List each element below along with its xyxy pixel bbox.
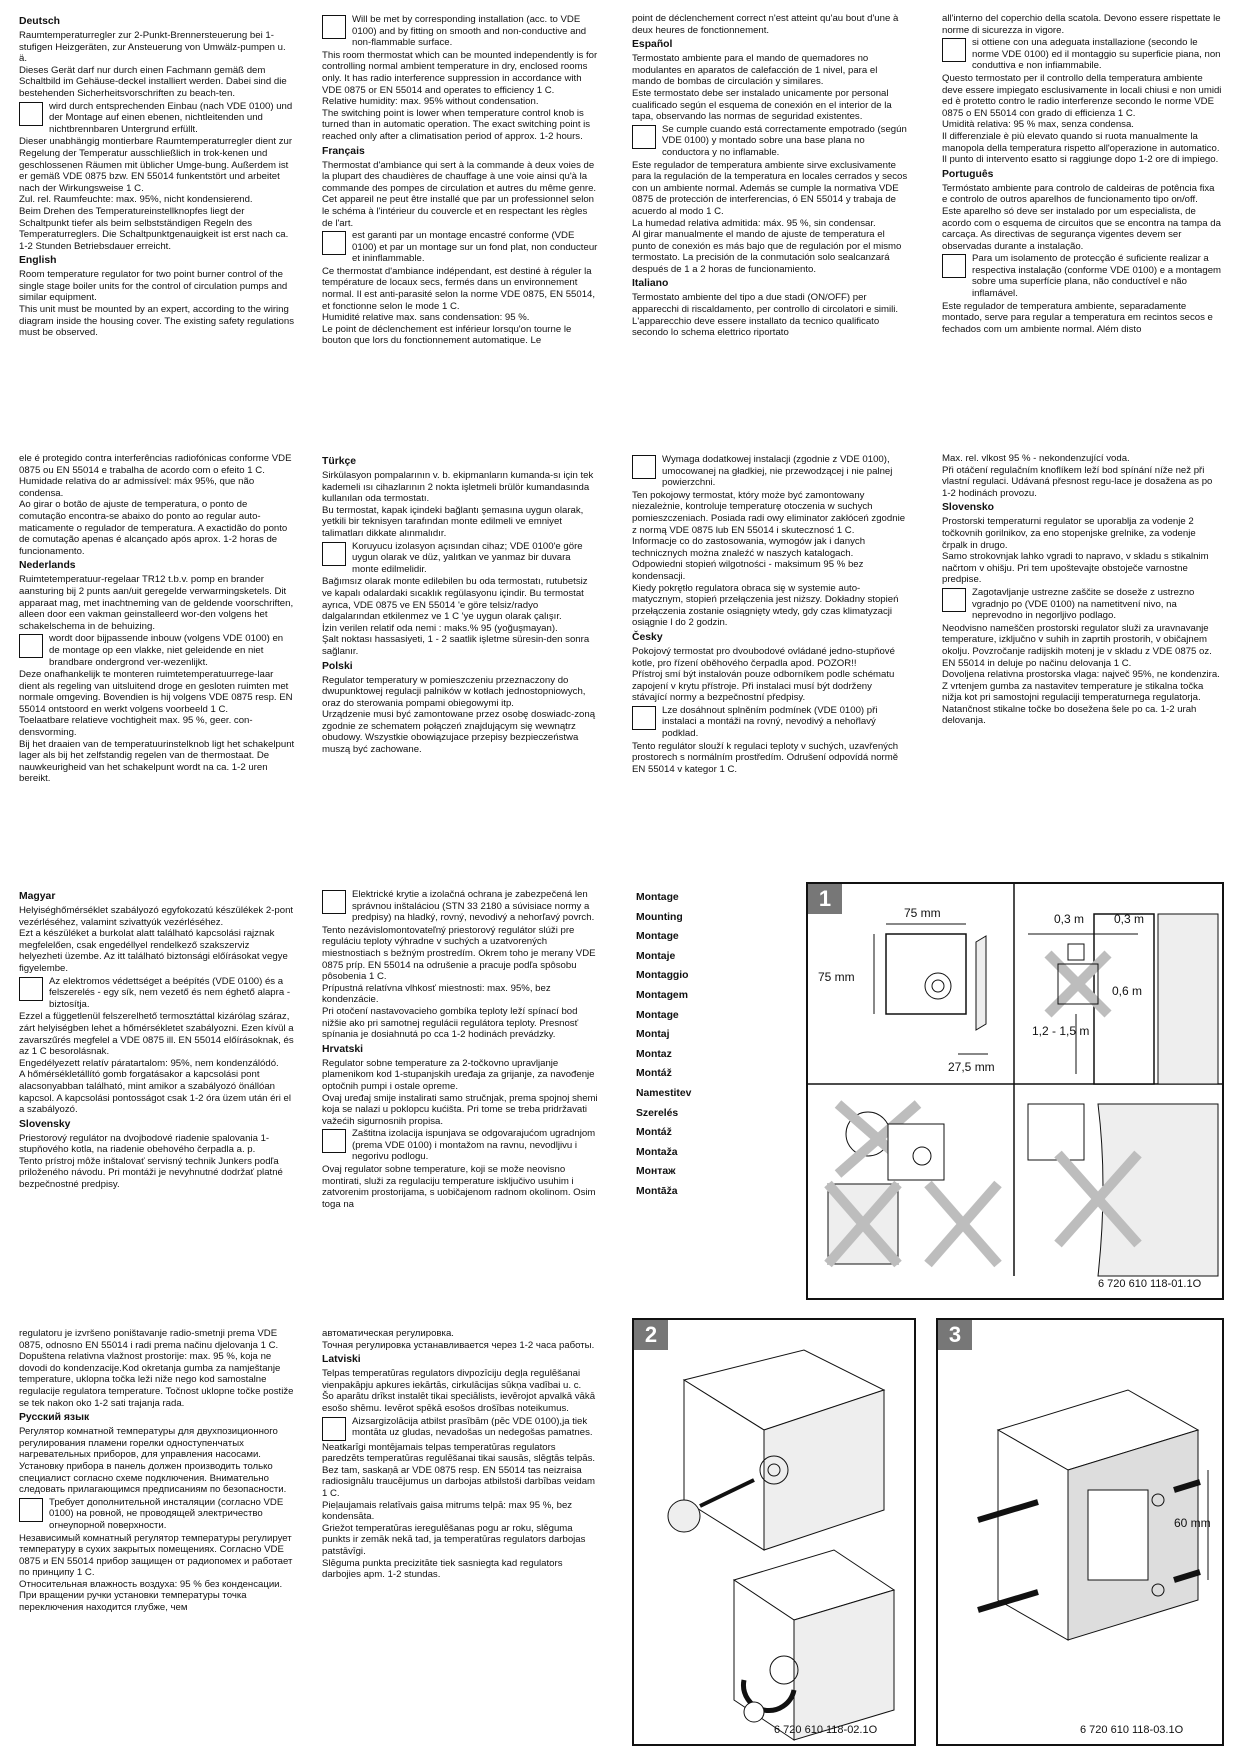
protection-class-square-icon — [322, 231, 346, 255]
insulation-note-text: Требует дополнительной инсталяции (согласно VDE 0100) на ровной, не проводящей электричество огнеупорной поверхности. — [49, 1496, 284, 1531]
montage-label: Montage — [636, 1009, 679, 1021]
figure-2-code: 6 720 610 118-02.1O — [774, 1724, 878, 1736]
insulation-note — [632, 705, 908, 740]
paragraph: Bağımsız olarak monte edilebilen bu oda termostatı, rutubetsiz ve kapalı odalardaki sıcaklık regülasyonu içindir. Bu termostat ayrıca, VDE 0875 ve EN 55014 'e göre telsiz/radyo dalgalarından etkilenmez ve 1 C 'ye uygun olarak çalışır. — [322, 576, 588, 623]
dim-0-3-right: 0,3 m — [1114, 912, 1145, 926]
protection-class-square-icon — [322, 542, 346, 566]
insulation-note-text: Elektrické krytie a izolačná ochrana je zabezpečená len správnou inštaláciou (STN 33 2180 a súvisiace normy a predpisy) na hladký, rovný, nevodivý a nehorľavý povrch. — [352, 889, 595, 924]
insulation-note-text: Az elektromos védettséget a beépítés (VDE 0100) és a felszerelés - egy sík, nem vezető és nem éghető alapra - biztosítja. — [49, 975, 291, 1010]
paragraph: Tento prístroj môže inštalovať servisný technik Junkers podľa priloženého návodu. Pri montáži je nevyhnutné dodržať platné bezpečnostné predpisy. — [19, 1155, 283, 1191]
paragraph: Ten pokojowy termostat, który może być zamontowany niezależnie, kontroluje temperaturę otoczenia w suchych pomieszczeniach. Posiada radi owy eliminator zakłóceń zgodnie z normą VDE 0875 lub EN 55014 i skutecznosć 1 C. — [632, 489, 906, 536]
paragraph: Přístroj smí být instalován pouze odborníkem podle schématu zapojení v krytu přístroje. Při instalaci musí být dodrženy stávající normy a bezpečnostní předpisy. — [632, 669, 895, 704]
row1-col3 — [632, 13, 908, 395]
section-heading: Deutsch — [19, 16, 60, 27]
paragraph: Šo aparātu drīkst instalēt tikai speciālists, ievērojot apvalkā vākā esošo shēmu. Ievērot spēkā esošos drošības noteikumus. — [322, 1391, 596, 1414]
paragraph: This unit must be mounted by an expert, according to the wiring diagram inside the housing cover. The existing safety regulations must be observed. — [19, 304, 295, 339]
paragraph: Termostato ambiente para el mando de quemadores no modulantes en aparatos de calefacción de 1 nivel, para el mando de bombas de circulación y similares. — [632, 53, 878, 88]
figure-3 — [936, 1318, 1224, 1746]
paragraph: Neodvisno nameščen prostorski regulator služi za uravnavanje temperature, izključno v suhih in zaprtih prostorih, v običajnem okolju. Povzročanje radijskih motenj je v skladu z VDE 0875 oz. EN 55014 in deluje po načinu delovanja 1 C. — [942, 622, 1212, 669]
section-heading: Latviski — [322, 1354, 361, 1366]
paragraph: Sirkülasyon pompalarının v. b. ekipmanların kumanda-sı için tek kademeli ısı cihazlarının 2 nokta işletmeli brülör kumandasında kullanılan oda termostatı. — [322, 470, 594, 505]
insulation-note-text: Zaštitna izolacija ispunjava se odgovarajućom ugradnjom (prema VDE 0100) i montažom na ravnu, nevodljivu i negorivu podlogu. — [352, 1128, 596, 1163]
section-heading: Polski — [322, 660, 353, 672]
paragraph: Humidade relativa do ar admissível: máx 95%, que não condensa. — [19, 476, 255, 499]
protection-class-square-icon — [322, 1129, 346, 1153]
paragraph: Tento nezávislomontovateľný priestorový regulátor slúži pre reguláciu teploty výhradne v suchých a uzatvorených miestnostiach s bežným prostredím. Okrem toho je merany VDE 0875 príp. EN 55014 na odrušenie a pracuje podľa spôsobu pôsobenia 1 C. — [322, 924, 596, 983]
row4-col1 — [19, 1328, 295, 1748]
paragraph: Max. rel. vlkost 95 % - nekondenzující voda. — [942, 453, 1130, 464]
dim-75-height: 75 mm — [818, 970, 855, 984]
figure-2-drawing — [634, 1320, 914, 1744]
paragraph: Při otáčení regulačním knoflíkem leží bod spínání níže než při vlastní regulaci. Udávaná přesnost regu-lace je dosažena as po 1-2 hodinách provozu. — [942, 464, 1213, 499]
montage-list — [636, 888, 786, 1202]
montage-label: Montage — [636, 931, 679, 943]
paragraph: Регулятор комнатной температуры для двухпозиционного регулирования пламени горелки одноступенчатых нагревательных приборов, для управления насосами. — [19, 1426, 278, 1461]
figure-3-number: 3 — [938, 1320, 972, 1350]
paragraph: Umidità relativa: 95 % max, senza condensa. — [942, 119, 1134, 131]
protection-class-square-icon — [632, 125, 656, 149]
paragraph: Kiedy pokrętło regulatora obraca się w systemie auto-matycznym, stopień przełączenia jest niższy. Dokładny stopień przełączenia zostanie osiągnięty wtedy, gdy czas klimatyzacji osiągnie l do 2 godzin. — [632, 582, 899, 629]
insulation-note-text: Aizsargizolācija atbilst prasībām (pēc VDE 0100),ja tiek montāta uz gludas, nevadošas un nedegošas pamatnes. — [352, 1415, 593, 1439]
paragraph: Toelaatbare relatieve vochtigheit max. 95 %, geer. con-densvorming. — [19, 715, 253, 739]
paragraph: all'interno del coperchio della scatola. Devono essere rispettate le norme di sicurezza in vigore. — [942, 13, 1221, 36]
paragraph: Dovoljena relativna prostorska vlaga: največ 95%, ne kondenzira. — [942, 669, 1220, 681]
protection-class-square-icon — [632, 455, 656, 479]
paragraph: İzin verilen relatif oda nemi : maks.% 95 (yoğuşmayan). — [322, 622, 558, 634]
paragraph: A hőmérsékletállító gomb forgatásakor a kapcsolási pont alacsonyabban található, mint amikor a szabályozó önállóan kapcsol. A kapcsolási pontosságot csak 1-2 óra üzem után éri el a szabályozó. — [19, 1069, 291, 1116]
paragraph: Независимый комнатный регулятор температуры регулирует температуру в сухих закрытых помещениях. Согласно VDE 0875 и EN 55014 прибор защищен от радиопомех и работает по принципу 1 C. — [19, 1532, 293, 1579]
paragraph: Ao girar o botão de ajuste de temperatura, o ponto de comutação encontra-se abaixo do ponto ao regular auto-maticamente o regulador de temperatura. A exactidão do ponto de comutação apenas é alcançado após aprox. 1-2 horas de funcionamento. — [19, 499, 288, 557]
paragraph: Thermostat d'ambiance qui sert à la commande à deux voies de la plupart des chaudières de chauffage à une voie ainsi qu'à la commande des pompes de circulation et autres du même genre. — [322, 159, 597, 194]
paragraph: This room thermostat which can be mounted independently is for controlling normal ambient temperature in dry, enclosed rooms only. It has radio interference suppression in accordance with VDE 0875 or EN 55014 and operates to efficiency 1 C. — [322, 49, 598, 96]
row2-col1 — [19, 453, 295, 853]
row1-col1 — [19, 13, 295, 395]
montage-label: Mounting — [636, 911, 683, 923]
protection-class-square-icon — [19, 102, 43, 126]
section-heading: Français — [322, 145, 365, 157]
paragraph: Il differenziale è più elevato quando si ruota manualmente la manopola della temperatura rispetto all'operazione in automatico. Il punto di intervento esatto si raggiunge dopo 1-2 ore di impiego. — [942, 130, 1220, 166]
paragraph: Ovaj uređaj smije instalirati samo stručnjak, prema spojnoj shemi koja se nalazi u poklopcu kućišta. Pri tome se treba pridržavati važećih sigurnosnih propisa. — [322, 1092, 598, 1127]
paragraph: Точная регулировка устанавливается через 1-2 часа работы. — [322, 1339, 595, 1351]
insulation-note-text: Koruyucu izolasyon açısından cihaz; VDE 0100'e göre uygun olarak ve düz, yalıtkan ve yanmaz bir duvara monte edilmelidir. — [352, 540, 583, 575]
paragraph: Al girar manualmente el mando de ajuste de temperatura el punto de conexión es más bajo que de regulación por el mismo termostato. La precisión de la conmutación solo sealcanzará después de 1 a 2 horas de funcionamiento. — [632, 229, 902, 275]
insulation-note-text: Se cumple cuando está correctamente empotrado (según VDE 0100) y montado sobre una base plana no conductora y no inflamable. — [662, 123, 907, 158]
insulation-note-text: Wymaga dodatkowej instalacji (zgodnie z VDE 0100), umocowanej na gładkiej, nie przewodzącej i nie palnej powierzchni. — [662, 454, 893, 489]
section-heading: Hrvatski — [322, 1043, 364, 1055]
figure-3-code: 6 720 610 118-03.1O — [1080, 1724, 1184, 1736]
row3-col1 — [19, 888, 295, 1288]
insulation-note-text: wordt door bijpassende inbouw (volgens VDE 0100) en de montage op een vlakke, niet geleidende en niet brandbare ondergrond ver-wezenlijkt. — [49, 633, 284, 668]
paragraph: автоматическая регулировка. — [322, 1328, 454, 1339]
section-heading: Slovensko — [942, 502, 994, 514]
paragraph: Bij het draaien van de temperatuurinstelknob ligt het schakelpunt lager als bij het zelfstandig regelen van de thermostaat. De nauwkeurigheid van het schakelpunt wordt na ca. 1-2 uren bereikt. — [19, 738, 295, 785]
row2-col3 — [632, 453, 908, 853]
row3-col2 — [322, 888, 598, 1288]
paragraph: Şalt noktası hassasiyeti, 1 - 2 saatlik işletme süresin-den sonra sağlanır. — [322, 634, 590, 657]
protection-class-square-icon — [322, 1417, 346, 1441]
paragraph: Relative humidity: max. 95% without condensation. — [322, 96, 539, 108]
paragraph: Cet appareil ne peut être installé que par un professionnel selon le schéma à l'intérieur du couvercle et en respectant les règles de l'art. — [322, 194, 595, 229]
paragraph: L'apparecchio deve essere installato da tecnico qualificato secondo lo schema elettrico riportato — [632, 315, 880, 339]
montage-label: Montáž — [636, 1127, 672, 1139]
paragraph: Griežot temperatūras ieregulēšanas pogu ar roku, slēguma punkts ir zemāk nekā tad, ja temperatūras regulators darbojas patstāvīgi. — [322, 1522, 586, 1557]
paragraph: Questo termostato per il controllo della temperatura ambiente deve essere impiegato esclusivamente in locali chiusi e non umidi ed è protetto contro le radio interferenze secondo le norme VDE 0875 o EN 55014 con grado di efficienza 1 C. — [942, 72, 1222, 119]
protection-class-square-icon — [322, 890, 346, 914]
dim-0-3-left: 0,3 m — [1054, 912, 1085, 926]
section-heading: Slovensky — [19, 1118, 71, 1130]
paragraph: Slēguma punkta precizitāte tiek sasniegta kad regulators darbojies apm. 1-2 stundas. — [322, 1557, 563, 1581]
paragraph: point de déclenchement correct n'est atteint qu'au bout d'une à deux heures de fonctionnement. — [632, 13, 899, 36]
figure-1-number: 1 — [808, 884, 842, 914]
figure-1 — [806, 882, 1224, 1300]
paragraph: Telpas temperatūras regulators divpozīciju degļa regulēšanai vienpakāpju apkures iekārtās, cirkulācijas sūkņa vadībai u. c. — [322, 1368, 582, 1391]
paragraph: Z vrtenjem gumba za nastavitev temperature je stikalna točka nižja kot pri samostojni regulaciji temperaturnega regulatorja. Natančnost stikalne točke bo dosežena šele po ca. 1-2 urah delovanja. — [942, 680, 1204, 727]
paragraph: Engedélyezett relatív páratartalom: 95%, nem kondenzálódó. — [19, 1057, 279, 1069]
paragraph: Odpowiedni stopień wilgotności - maksimum 95 % bez kondensacji. — [632, 559, 864, 582]
dim-75-width: 75 mm — [904, 906, 941, 920]
protection-class-square-icon — [19, 977, 43, 1001]
protection-class-square-icon — [19, 634, 43, 658]
insulation-note — [942, 587, 1222, 622]
paragraph: Относительная влажность воздуха: 95 % без конденсации. — [19, 1578, 283, 1590]
protection-class-square-icon — [942, 38, 966, 62]
paragraph: Samo strokovnjak lahko vgradi to napravo, v skladu s stikalnim načrtom v ohišju. Pri tem upoštevajte obstoječe varnostne predpise. — [942, 551, 1209, 586]
section-heading: Русский язык — [19, 1412, 90, 1424]
insulation-note-text: wird durch entsprechenden Einbau (nach VDE 0100) und der Montage auf einen ebenen, nichtleitenden und nichtbrennbaren Untergrund erfüllt. — [49, 100, 293, 135]
section-heading: Magyar — [19, 891, 56, 902]
paragraph: Установку прибора в панель должен производить только специалист согласно схеме подключения. Внимательно следовать прилагающимся предписаниям по безопасности. — [19, 1460, 287, 1496]
paragraph: Deze onafhankelijk te monteren ruimtetemperatuurrege-laar dient als regeling van uitsluitend droge en gesloten ruimten met normale omgeving. Bovendien is hij volgens VDE 0875 resp. EN 55014 ontstoord en werkt volgens voorbeeld 1 C. — [19, 669, 293, 715]
montage-label: Montaj — [636, 1029, 670, 1041]
paragraph: Termostato ambiente del tipo a due stadi (ON/OFF) per apparecchi di riscaldamento, per controllo di circolatori e simili. — [632, 292, 899, 316]
montage-label: Szerelés — [636, 1107, 679, 1119]
paragraph: Beim Drehen des Temperatureinstellknopfes liegt der Schaltpunkt tiefer als beim selbstständigen Regeln des Temperaturreglers. Die Schaltpunktgenauigkeit ist erst nach ca. 1-2 Stunden Betriebsdauer erreicht. — [19, 205, 289, 252]
figure-2 — [632, 1318, 916, 1746]
insulation-note — [942, 37, 1222, 72]
paragraph: Tento regulátor slouží k regulaci teploty v suchých, uzavřených prostorech s normálním prostředím. Odrušení odpovídá normě EN 55014 v kategor 1 C. — [632, 740, 899, 775]
paragraph: Regulator sobne temperature za 2-točkovno upravljanje plamenikom kod 1-stupanjskih uređaja za grijanje, za navođenje optočnih pumpi i ostale opreme. — [322, 1057, 595, 1092]
section-heading: Português — [942, 168, 994, 180]
paragraph: regulatoru je izvršeno poništavanje radio-smetnji prema VDE 0875, odnosno EN 55014 i radi prema načinu djelovanja 1 C. — [19, 1328, 279, 1351]
insulation-note — [322, 14, 598, 49]
paragraph: Este aparelho só deve ser instalado por um especialista, de acordo com o esquema de circuitos que se encontra na tampa da carcaça. As directivas de segurança vigentes devem ser observadas durante a instalação. — [942, 205, 1221, 252]
paragraph: Priestorový regulátor na dvojbodové riadenie spalovania 1-stupňového kotla, na riadenie obehového čerpadla a. p. — [19, 1132, 270, 1156]
protection-class-square-icon — [942, 254, 966, 278]
protection-class-square-icon — [632, 706, 656, 730]
insulation-note-text: Lze dosáhnout splněním podmínek (VDE 0100) při instalaci a montáži na rovný, nevodivý a nehořlavý podklad. — [662, 704, 878, 740]
montage-label: Montāža — [636, 1185, 678, 1197]
paragraph: Ezzel a függetlenül felszerelhető termosztáttal kizárólag száraz, zárt helyiségben lehet a hőmérsékletet szabályozni. Ezen kívül a zavarszűrés megfelel a VDE 0875 ill. EN 55014 előírásoknak, és az 1 C besorolásnak. — [19, 1011, 294, 1058]
montage-label: Montaggio — [636, 970, 689, 982]
montage-label: Montáž — [636, 1068, 672, 1080]
paragraph: Pokojový termostat pro dvoubodové ovládané jedno-stupňové kotle, pro řízení oběhového čerpadla apod. POZOR!! — [632, 645, 895, 669]
paragraph: Ce thermostat d'ambiance indépendant, est destiné à réguler la température de locaux secs, fermés dans un environnement normal. Il est anti-parasité selon la norme VDE 0875, EN 55014, et fonctionne selon le mode 1 C. — [322, 265, 596, 312]
insulation-note-text: Para um isolamento de protecção é suficiente realizar a respectiva instalação (conforme VDE 0100) e a montagem sobre uma superfície plana, não conductível e não inflamável. — [972, 253, 1222, 300]
paragraph: Humidité relative max. sans condensation: 95 %. — [322, 312, 530, 324]
figure-1-drawing — [808, 884, 1222, 1298]
montage-label: Montaje — [636, 950, 676, 962]
insulation-note — [322, 889, 598, 924]
paragraph: Este termostato debe ser instalado unicamente por personal cualificado según el esquema de conexión en el interior de la tapa, observando las normas de seguridad existentes. — [632, 87, 892, 123]
insulation-note — [322, 541, 598, 576]
paragraph: Informacje co do zastosowania, wymogów jak i danych technicznych można znaleźć w naszych katalogach. — [632, 536, 866, 559]
paragraph: Neatkarīgi montējamais telpas temperatūras regulators paredzēts temperatūras regulēšanai tikai sausās, slēgtās telpās. Bez tam, saskaņā ar VDE 0875 resp. EN 55014 tas neizraisa radiosignālu traucējumus un darbojas atbilstoši darbības veidam 1 C. — [322, 1441, 596, 1499]
montage-label: Montaža — [636, 1146, 678, 1158]
figure-2-number: 2 — [634, 1320, 668, 1350]
paragraph: Ruimtetemperatuur-regelaar TR12 t.b.v. pomp en brander aansturing bij 2 punts aan/uit geregelde verwarmingsketels. Dit apparaat mag, met inachtneming van de geldende voorschriften, alleen door een vakman geinstalleerd wor-den volgens het schakelschema in de behuizing. — [19, 574, 294, 632]
montage-label: Montagem — [636, 989, 688, 1001]
row1-col2 — [322, 13, 598, 395]
paragraph: Termóstato ambiente para controlo de caldeiras de potência fixa e controlo de outros aparelhos de funcionamento tipo on/off. — [942, 182, 1215, 206]
paragraph: Ezt a készüléket a burkolat alatt található kapcsolási rajznak megfelelően, csak engedéllyel rendelkező szakszerviz helyezheti üzembe. Az itt található biztonsági előírásokat vegye figyelembe. — [19, 928, 288, 974]
protection-class-square-icon — [942, 588, 966, 612]
figure-3-drawing — [938, 1320, 1222, 1744]
paragraph: The switching point is lower when temperature control knob is turned than in automatic operation. The exact switching point is reached only after a climatisation period of approx. 1-2 hours. — [322, 107, 591, 142]
montage-label: Montaz — [636, 1048, 672, 1060]
paragraph: Le point de déclenchement est inférieur lorsqu'on tourne le bouton que lors du fonctionnement automatique. Le — [322, 323, 572, 347]
insulation-note — [322, 230, 598, 265]
paragraph: La humedad relativa admitida: máx. 95 %, sin condensar. — [632, 217, 876, 229]
dim-27-5: 27,5 mm — [948, 1060, 995, 1074]
section-heading: Česky — [632, 631, 663, 643]
insulation-note — [19, 633, 295, 668]
paragraph: Ovaj regulator sobne temperature, koji se može neovisno montirati, služi za regulaciju temperature isključivo usuhim i zatvorenim prostorijama, s uobičajenom radnom okolinom. Osim toga na — [322, 1164, 596, 1210]
insulation-note — [942, 253, 1222, 299]
insulation-note — [322, 1128, 598, 1163]
insulation-note — [322, 1416, 598, 1441]
insulation-note — [632, 454, 908, 489]
protection-class-square-icon — [322, 15, 346, 39]
paragraph: При вращении ручки установки температуры точка переключения находится глубже, чем — [19, 1590, 247, 1614]
dim-1-2-1-5: 1,2 - 1,5 m — [1032, 1024, 1090, 1038]
section-heading: English — [19, 255, 57, 267]
paragraph: Zul. rel. Raumfeuchte: max. 95%, nicht kondensierend. — [19, 194, 253, 206]
insulation-note-text: Zagotavljanje ustrezne zaščite se doseže z ustrezno vgradnjo po (VDE 0100) na nametitvení nivo, na neprevodno in negorljivo podlago. — [972, 586, 1195, 622]
paragraph: Pieļaujamais relatīvais gaisa mitrums telpā: max 95 %, bez kondensāta. — [322, 1499, 573, 1523]
montage-label: Монтаж — [636, 1166, 676, 1178]
montage-label: Montage — [636, 892, 679, 903]
paragraph: Dieses Gerät darf nur durch einen Fachmann gemäß dem Schaltbild im Gehäuse-deckel installiert werden. Dabei sind die bestehenden Sicherheitsvorschriften zu beach-ten. — [19, 64, 287, 99]
paragraph: Helyiséghőmérséklet szabályozó egyfokozatú készülékek 2-pont vezérléséhez, valamint szivattyúk vezérléséhez. — [19, 905, 294, 928]
paragraph: Raumtemperaturregler zur 2-Punkt-Brennersteuerung bei 1-stufigen Heizgeräten, zur Ansteuerung von Umwälz-pumpen u. ä. — [19, 30, 286, 65]
section-heading: Español — [632, 39, 673, 51]
insulation-note — [19, 1497, 295, 1532]
paragraph: Dieser unabhängig montierbare Raumtemperaturregler dient zur Regelung der Temperatur ausschließlich in trok-kenen und geschlossenen Räumen mit üblicher Umge-bung. Außerdem ist er gemäß VDE 0875 bzw. EN 55014 funkentstört und arbeitet nach der Wirkungsweise 1 C. — [19, 136, 293, 194]
protection-class-square-icon — [19, 1498, 43, 1522]
paragraph: Regulator temperatury w pomieszczeniu przeznaczony do dwupunktowej regulacji palników w kotłach jednostopniowych, oraz do sterowania pompami obiegowymi itp. — [322, 674, 586, 709]
paragraph: Este regulador de temperatura ambiente, separadamente montado, serve para regular a temperatura em recintos secos e fechados com um ambiente normal. Além disto — [942, 300, 1213, 335]
paragraph: Pri otočení nastavovacieho gombíka teploty leží spínací bod nižšie ako pri samotnej regulácii regulátora teploty. Presnosť spínania je dosiahnutá po cca 1-2 hodinách prevádzky. — [322, 1005, 579, 1041]
insulation-note-text: si ottiene con una adeguata installazione (secondo le norme VDE 0100) ed il montaggio su superficie piana, non conduttiva e non infiammabile. — [972, 37, 1221, 72]
row2-col4 — [942, 453, 1222, 853]
paragraph: Prípustná relatívna vlhkosť miestnosti: max. 95%, bez kondenzácie. — [322, 982, 551, 1006]
paragraph: Bu termostat, kapak içindeki bağlantı şemasına uygun olarak, yetkili bir teknisyen tarafından monte edilmeli ve emniyet talimatları dikkate alınmalıdır. — [322, 504, 584, 539]
row4-col2 — [322, 1328, 598, 1748]
section-heading: Nederlands — [19, 560, 76, 572]
paragraph: Prostorski temperaturni regulator se uporablja za vodenje 2 točkovnih gorilnikov, za eno stopenjske grelnike, za vodenje črpalk in drugo. — [942, 516, 1196, 551]
insulation-note — [19, 976, 295, 1011]
section-heading: Italiano — [632, 278, 669, 290]
figure-1-code: 6 720 610 118-01.1O — [1098, 1278, 1202, 1290]
insulation-note — [19, 101, 295, 136]
row2-col2 — [322, 453, 598, 853]
insulation-note — [632, 124, 908, 159]
insulation-note-text: est garanti par un montage encastré conforme (VDE 0100) et par un montage sur un fond plat, non conducteur et ininflammable. — [352, 230, 598, 265]
paragraph: Room temperature regulator for two point burner control of the single stage boiler units for the control of circulation pumps and similar equipment. — [19, 269, 288, 304]
paragraph: ele é protegido contra interferências radiofónicas conforme VDE 0875 ou EN 55014 e trabalha de acordo com o efeito 1 C. — [19, 453, 292, 476]
paragraph: Urządzenie musi być zamontowane przez osobę doswiadc-zoną zgodnie ze schematem połączeń znajdującym się wewnątrz obudowy. Wszystkie obowiązujace przepisy bezpieczeństwa muszą być zachowane. — [322, 709, 596, 756]
insulation-note-text: Will be met by corresponding installation (acc. to VDE 0100) and by fitting on smooth and non-conductive and non-flammable surface. — [352, 14, 587, 49]
dim-60: 60 mm — [1174, 1516, 1211, 1530]
dim-0-6: 0,6 m — [1112, 984, 1143, 998]
montage-label: Namestitev — [636, 1087, 692, 1099]
paragraph: Este regulador de temperatura ambiente sirve exclusivamente para la regulación de la temperatura en locales cerrados y secos con un ambiente normal. Además se cumple la normativa VDE 0875 de protección de interferencias, ó EN 55014 y trabaja de acuerdo al modo 1 C. — [632, 159, 908, 217]
section-heading: Türkçe — [322, 456, 357, 467]
paragraph: Dopuštena relativna vlažnost prostorije: max. 95 %, koja ne dovodi do kondenzacije.Kod okretanja gumba za namještanje temperature, uklopna točka leži niže nego kod samostalne regulacije regulatora temperature. Točnost uklopne točke postiže se tek nakon oko 1-2 sati trajanja rada. — [19, 1351, 294, 1409]
row1-col4 — [942, 13, 1222, 395]
